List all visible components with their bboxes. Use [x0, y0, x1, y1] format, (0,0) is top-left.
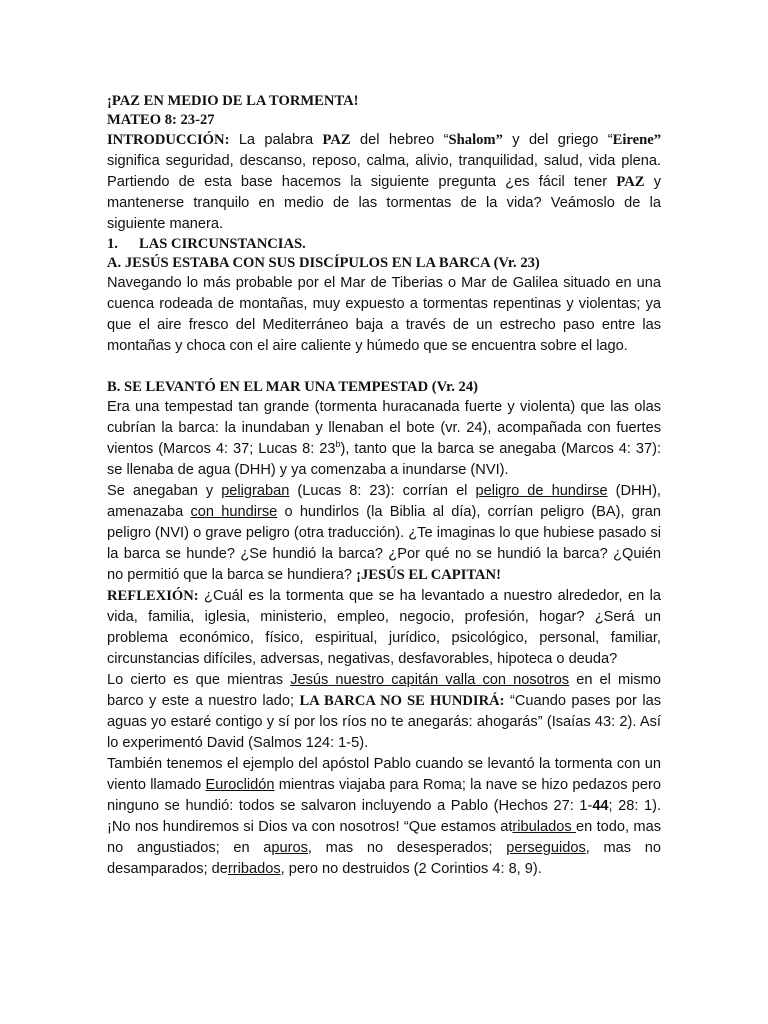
quote-mark: “: [607, 132, 613, 148]
underlined-text: ribulados: [512, 819, 577, 835]
text-run: ), tanto que la barca se anegaba (Marcos 4: 37): se llenaba de agua (DHH) y ya comenzaba a inundarse (NVI).: [107, 441, 662, 478]
text-run: Lo cierto es que mientras: [107, 672, 291, 688]
reflection-paragraph: [107, 586, 661, 670]
danger-paragraph: [107, 481, 661, 586]
intro-text-1: La palabra: [229, 132, 323, 148]
shalom-word: Shalom”: [448, 132, 503, 148]
underlined-text: Euroclidón: [205, 777, 275, 793]
text-run: ; 28: 1). ¡No nos hundiremos si Dios va con nosotros! “Que estamos at: [107, 798, 662, 835]
subsection-b-heading: B. SE LEVANTÓ EN EL MAR UNA TEMPESTAD (Vr. 24): [107, 379, 478, 395]
underlined-text: Jesús nuestro capitán valla con nosotros: [290, 672, 570, 688]
bold-text: 44: [592, 798, 609, 814]
subsection-a-body: Navegando lo más probable por el Mar de Tiberias o Mar de Galilea situado en una cuenca rodeada de montañas, muy expuesto a tormentas repentinas y violentas; ya que el aire fresco del Mediterráneo baja a través de un estrecho paso entre las montañas y choca con el aire caliente y húmedo que se encuentra sobre el lago.: [107, 275, 661, 354]
text-run: en todo, mas no angustiados; en a: [107, 819, 662, 856]
text-run: , mas no desamparados; de: [107, 840, 662, 877]
intro-text-4: significa seguridad, descanso, reposo, calma, alivio, tranquilidad, salud, vida plena. Partiendo de esta base hacemos la siguiente pregunta ¿es fácil tener: [107, 153, 661, 190]
underlined-text: rribados: [227, 861, 281, 877]
text-run: , mas no desesperados;: [307, 840, 507, 856]
underlined-text: peligro de hundirse: [475, 483, 608, 499]
intro-label: INTRODUCCIÓN:: [107, 132, 230, 148]
underlined-text: perseguidos: [506, 840, 586, 856]
text-run: , pero no destruidos (2 Corintios 4: 8, 9).: [280, 861, 542, 877]
subsection-a-heading: A. JESÚS ESTABA CON SUS DISCÍPULOS EN LA BARCA (Vr. 23): [107, 255, 540, 271]
section-1-heading: [107, 235, 661, 254]
bold-text: LA BARCA NO SE HUNDIRÁ:: [299, 693, 505, 709]
text-run: También tenemos el ejemplo del apóstol Pablo cuando se levantó la tormenta con un viento llamado: [107, 756, 661, 793]
section-title: LAS CIRCUNSTANCIAS.: [139, 236, 306, 252]
paz-word-2: PAZ: [616, 174, 645, 190]
text-run: (Lucas 8: 23): corrían el: [289, 483, 476, 499]
intro-text-5: y mantenerse tranquilo en medio de las tormentas de la vida? Veámoslo de la siguiente manera.: [107, 174, 661, 232]
underlined-text: con hundirse: [190, 504, 278, 520]
text-run: (DHH), amenazaba: [107, 483, 661, 520]
bold-text: ¡JESÚS EL CAPITAN!: [356, 567, 501, 583]
superscript: b: [335, 439, 341, 450]
text-run: o hundirlos (la Biblia al día), corrían peligro (BA), gran peligro (NVI) o grave peligro (otra traducción). ¿Te imaginas lo que hubiese pasado si la barca se hunde? ¿Se hundió la barca? ¿Por qué no se hundió la barca? ¿Quién no permitió que la barca se hundiera?: [107, 504, 661, 583]
introduction-paragraph: [107, 130, 661, 235]
text-run: “Cuando pases por las aguas yo estaré contigo y sí por los ríos no te anegarás: ahogarás” (Isaías 43: 2). Así lo experimentó David (Salmos 124: 1-5).: [107, 693, 661, 751]
storm-paragraph: [107, 397, 661, 481]
blank-line: [107, 357, 661, 378]
reflection-label: REFLEXIÓN:: [107, 588, 199, 604]
bible-passage: MATEO 8: 23-27: [107, 112, 215, 128]
paz-word: PAZ: [322, 132, 351, 148]
underlined-text: peligraban: [221, 483, 290, 499]
text-run: mientras viajaba para Roma; la nave se hizo pedazos pero ninguno se hundió: todos se salvaron incluyendo a Pablo (Hechos 27: 1-: [107, 777, 661, 814]
text-run: Se anegaban y: [107, 483, 222, 499]
text-run: en el mismo barco y este a nuestro lado;: [107, 672, 661, 709]
section-number: 1.: [107, 236, 118, 252]
intro-text-3: y del griego: [502, 132, 608, 148]
document-page: [107, 92, 661, 880]
underlined-text: puros: [271, 840, 308, 856]
captain-paragraph: [107, 670, 661, 754]
quote-mark: “: [443, 132, 449, 148]
paul-paragraph: [107, 754, 661, 880]
text-run: ¿Cuál es la tormenta que se ha levantado a nuestro alrededor, en la vida, familia, iglesia, ministerio, empleo, negocio, profesión, hogar? ¿Será un problema económico, físico, espiritual, jurídico, psicológico, personal, familiar, circunstancias difíciles, adversas, negativas, desfavorables, hipoteca o deuda?: [107, 588, 661, 667]
document-title: ¡PAZ EN MEDIO DE LA TORMENTA!: [107, 93, 359, 109]
text-run: Era una tempestad tan grande (tormenta huracanada fuerte y violenta) que las olas cubrían la barca: la inundaban y llenaban el bote (vr. 24), acompañada con fuertes vientos (Marcos 4: 37; Lucas 8: 23: [107, 399, 661, 457]
eirene-word: Eirene”: [612, 132, 661, 148]
intro-text-2: del hebreo: [350, 132, 444, 148]
